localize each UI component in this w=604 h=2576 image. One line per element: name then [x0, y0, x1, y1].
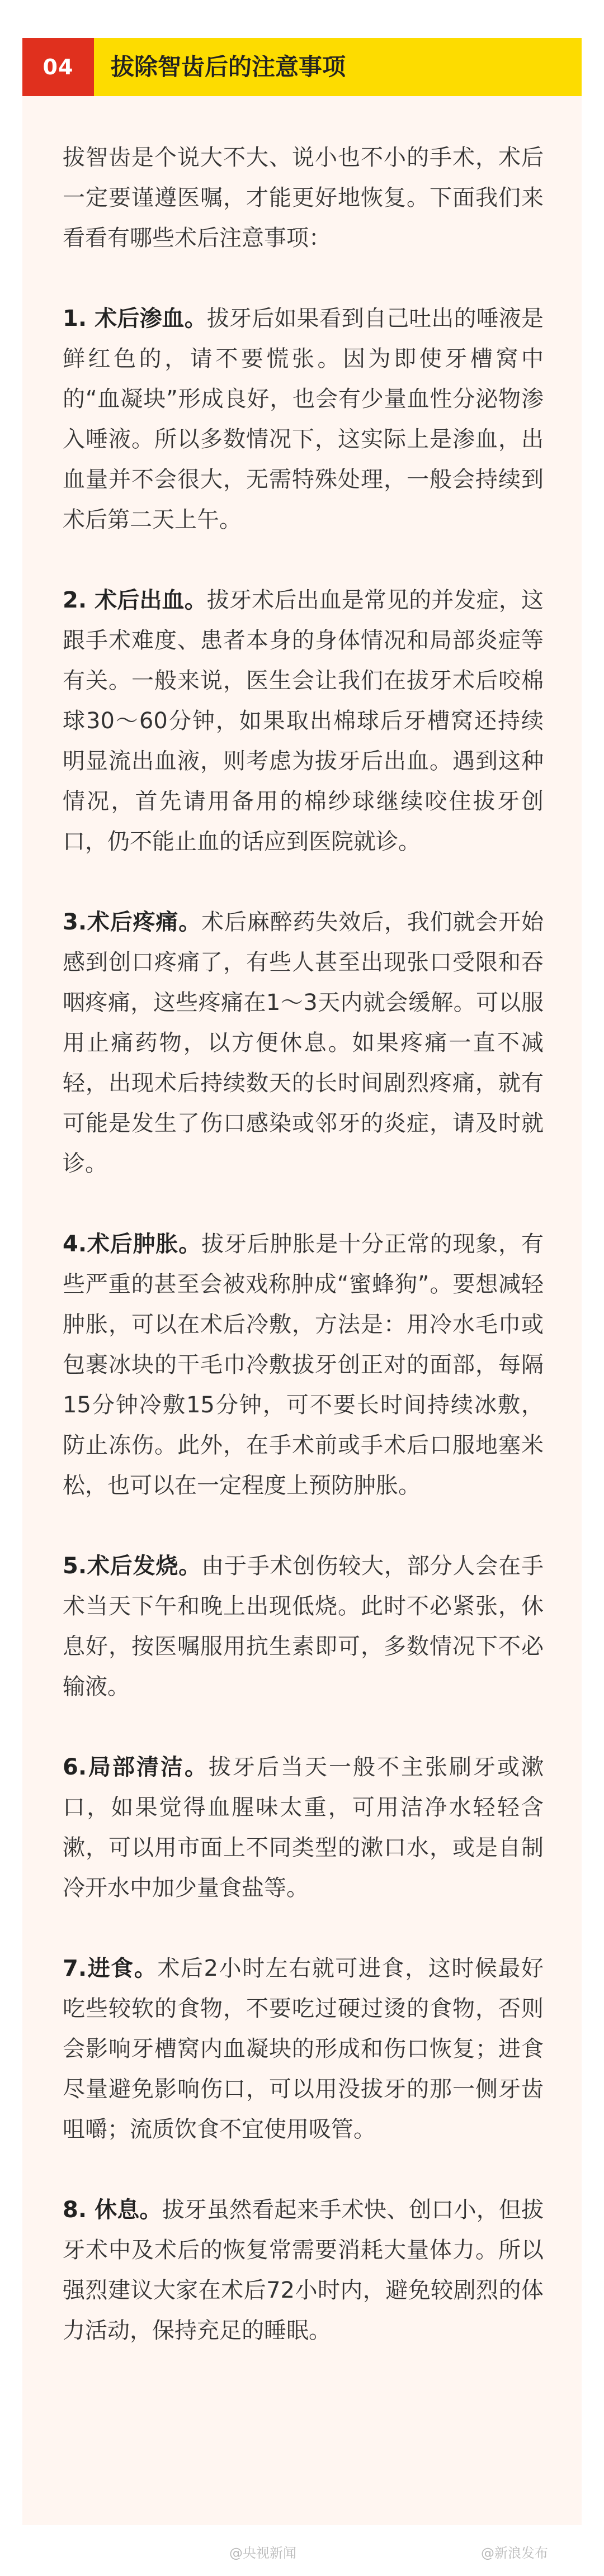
tip-paragraph-3	[63, 902, 544, 1184]
section-title: 拔除智齿后的注意事项	[111, 53, 346, 80]
tip-paragraph-1	[63, 298, 544, 540]
tip-text: 由于手术创伤较大，部分人会在手术当天下午和晚上出现低烧。此时不必紧张，休息好，按医嘱服用抗生素即可，多数情况下不必输液。	[63, 1553, 544, 1700]
tip-title: 2. 术后出血。	[63, 587, 207, 613]
tip-text: 拔牙后如果看到自己吐出的唾液是鲜红色的，请不要慌张。因为即使牙槽窝中的“血凝块”形成良好，也会有少量血性分泌物渗入唾液。所以多数情况下，这实际上是渗血，出血量并不会很大，无需特殊处理，一般会持续到术后第二天上午。	[63, 306, 544, 533]
tip-title: 6.局部清洁。	[63, 1754, 209, 1780]
tip-text: 拔牙后肿胀是十分正常的现象，有些严重的甚至会被戏称肿成“蜜蜂狗”。要想减轻肿胀，可以在术后冷敷，方法是：用冷水毛巾或包裹冰块的干毛巾冷敷拔牙创正对的面部，每隔15分钟冷敷15分钟，可不要长时间持续冰敷，防止冻伤。此外，在手术前或手术后口服地塞米松，也可以在一定程度上预防肿胀。	[63, 1231, 544, 1498]
watermark-source-right: @新浪发布	[481, 2545, 548, 2561]
section-number-badge: 04	[22, 38, 94, 96]
intro-paragraph: 拔智齿是个说大不大、说小也不小的手术，术后一定要谨遵医嘱，才能更好地恢复。下面我们来看看有哪些术后注意事项：	[63, 145, 544, 251]
tip-title: 1. 术后渗血。	[63, 306, 207, 331]
tip-paragraph-2	[63, 580, 544, 862]
tip-paragraph-8	[63, 2190, 544, 2351]
section-header	[22, 38, 582, 96]
tip-text: 拔牙术后出血是常见的并发症，这跟手术难度、患者本身的身体情况和局部炎症等有关。一般来说，医生会让我们在拔牙术后咬棉球30～60分钟，如果取出棉球后牙槽窝还持续明显流出血液，则考虑为拔牙后出血。遇到这种情况，首先请用备用的棉纱球继续咬住拔牙创口，仍不能止血的话应到医院就诊。	[63, 587, 544, 855]
tip-title: 4.术后肿胀。	[63, 1231, 202, 1257]
tip-text: 拔牙后当天一般不主张刷牙或漱口，如果觉得血腥味太重，可用洁净水轻轻含漱，可以用市面上不同类型的漱口水，或是自制冷开水中加少量食盐等。	[63, 1754, 544, 1901]
tip-title: 8. 休息。	[63, 2197, 162, 2223]
tip-paragraph-4	[63, 1224, 544, 1506]
tip-text: 术后2小时左右就可进食，这时候最好吃些较软的食物，不要吃过硬过烫的食物，否则会影响牙槽窝内血凝块的形成和伤口恢复；进食尽量避免影响伤口，可以用没拔牙的那一侧牙齿咀嚼；流质饮食不宜使用吸管。	[63, 1956, 544, 2142]
watermark-source-left: @央视新闻	[229, 2545, 296, 2561]
article-body	[63, 137, 544, 2391]
tip-title: 7.进食。	[63, 1956, 158, 1981]
tip-paragraph-7	[63, 1948, 544, 2150]
article-card	[22, 38, 582, 2525]
tip-paragraph-5	[63, 1546, 544, 1707]
tip-text: 术后麻醉药失效后，我们就会开始感到创口疼痛了，有些人甚至出现张口受限和吞咽疼痛，这些疼痛在1～3天内就会缓解。可以服用止痛药物，以方便休息。如果疼痛一直不减轻，出现术后持续数天的长时间剧烈疼痛，就有可能是发生了伤口感染或邻牙的炎症，请及时就诊。	[63, 909, 544, 1176]
tip-paragraph-6	[63, 1747, 544, 1908]
tip-title: 3.术后疼痛。	[63, 909, 202, 935]
tip-text: 拔牙虽然看起来手术快、创口小，但拔牙术中及术后的恢复常需要消耗大量体力。所以强烈建议大家在术后72小时内，避免较剧烈的体力活动，保持充足的睡眠。	[63, 2197, 544, 2343]
tip-title: 5.术后发烧。	[63, 1553, 202, 1579]
